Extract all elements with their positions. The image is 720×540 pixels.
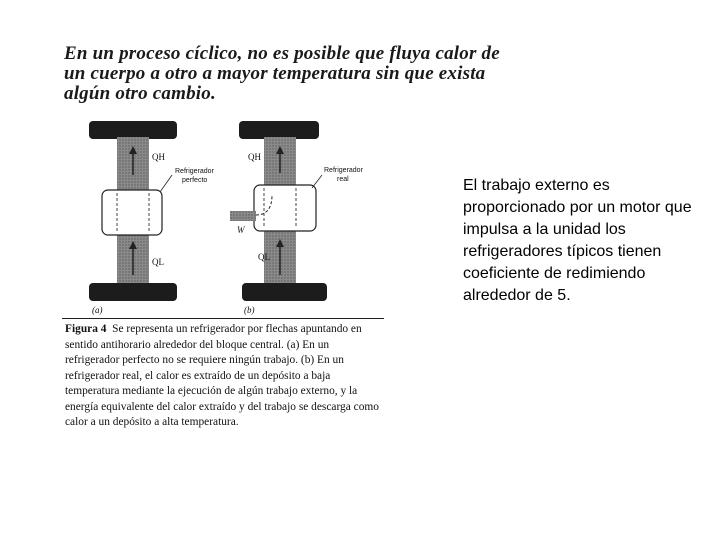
- heading-line-3: algún otro cambio.: [64, 83, 216, 104]
- qh-label-a: QH: [152, 152, 165, 162]
- hot-reservoir-a: [89, 121, 177, 139]
- cold-reservoir-b: [242, 283, 327, 301]
- refrigerator-label-b-line2: real: [337, 176, 349, 183]
- hot-reservoir-b: [239, 121, 319, 139]
- real-refrigerator-diagram: [230, 121, 364, 315]
- heading-line-1: En un proceso cíclico, no es posible que fluya calor de: [64, 43, 500, 64]
- central-block-a: [102, 190, 162, 235]
- refrigerator-label-b-line1: Refrigerador: [324, 167, 363, 174]
- qh-label-b: QH: [248, 152, 261, 162]
- refrigerator-label-a-line1: Refrigerador: [175, 168, 214, 175]
- figure-caption: [65, 322, 385, 431]
- side-text: El trabajo externo es proporcionado por un motor que impulsa a la unidad los refrigeradores típicos tienen coeficiente de redimiendo alrededor de 5.: [463, 177, 692, 304]
- work-input-b: [230, 211, 256, 221]
- sub-label-b: (b): [244, 305, 255, 315]
- central-block-b: [254, 185, 316, 231]
- caption-rule: [62, 318, 384, 319]
- sub-label-a: (a): [92, 305, 103, 315]
- caption-text: Se representa un refrigerador por flechas apuntando en sentido antihorario alrededor del bloque central. (a) En un refrigerador perfecto no se requiere ningún trabajo. (b) En un refrigerador real, el calor es extraído de un depósito a baja temperatura mediante la ejecución de algún trabajo externo, y la energía equivalente del calor extraído y del trabajo se descarga como calor a un depósito a alta temperatura.: [65, 323, 379, 428]
- heading-line-2: un cuerpo a otro a mayor temperatura sin que exista: [64, 63, 486, 84]
- refrigerator-figure: [62, 115, 387, 320]
- w-label-b: W: [237, 225, 245, 235]
- perfect-refrigerator-diagram: [89, 121, 215, 315]
- caption-figure-label: Figura 4: [65, 323, 107, 335]
- refrigerator-diagram: [62, 115, 387, 320]
- refrigerator-label-a-line2: perfecto: [182, 177, 208, 184]
- ql-label-a: QL: [152, 257, 164, 267]
- ql-label-b: QL: [258, 252, 270, 262]
- cold-reservoir-a: [89, 283, 177, 301]
- heading: [64, 44, 624, 104]
